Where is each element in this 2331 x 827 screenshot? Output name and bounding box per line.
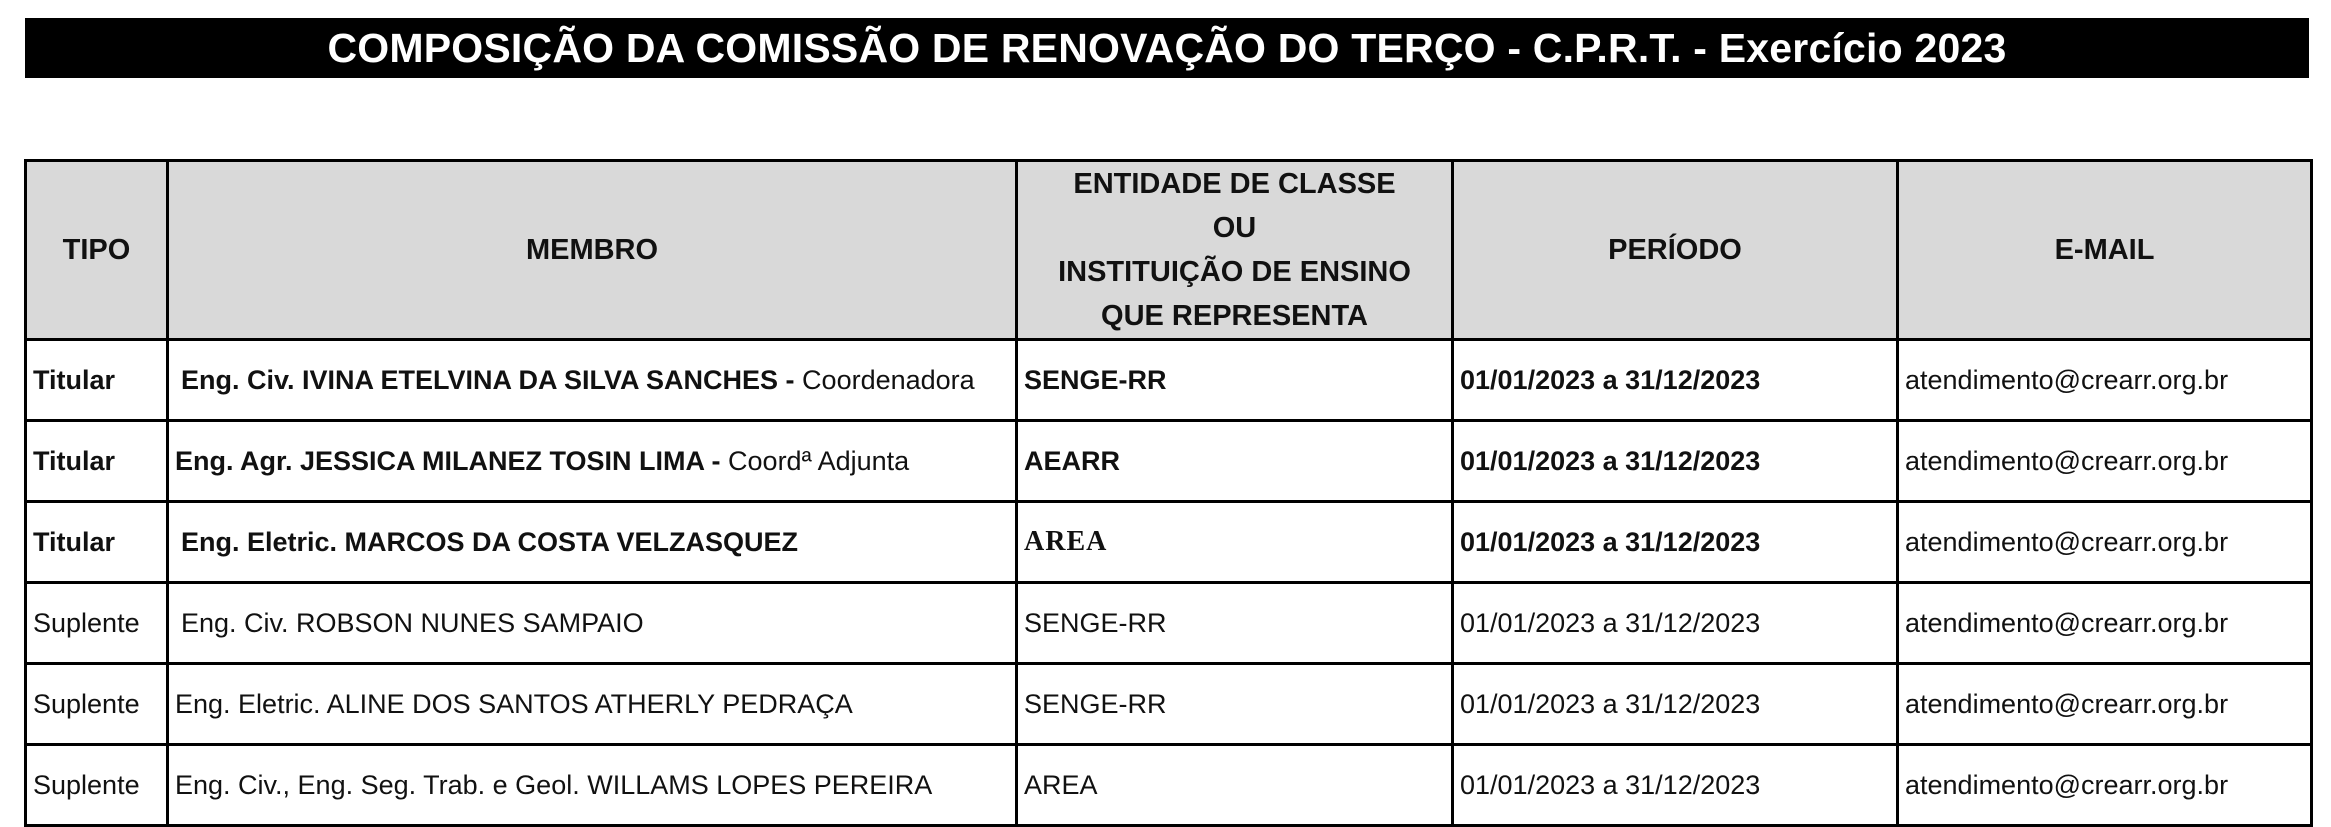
header-periodo: PERÍODO: [1453, 161, 1898, 340]
member-role: Coordª Adjunta: [720, 445, 910, 476]
cell-tipo: Suplente: [26, 664, 168, 745]
member-name: Eng. Agr. JESSICA MILANEZ TOSIN LIMA -: [175, 445, 721, 476]
table-row: [26, 745, 2312, 826]
cell-email: atendimento@crearr.org.br: [1898, 340, 2312, 421]
cell-entidade: SENGE-RR: [1017, 583, 1453, 664]
cell-email: atendimento@crearr.org.br: [1898, 583, 2312, 664]
cell-periodo: 01/01/2023 a 31/12/2023: [1453, 583, 1898, 664]
member-name: Eng. Eletric. MARCOS DA COSTA VELZASQUEZ: [181, 526, 799, 557]
cell-tipo: Titular: [26, 502, 168, 583]
cell-membro: [168, 502, 1017, 583]
header-entidade: [1017, 161, 1453, 340]
member-role: Coordenadora: [794, 364, 975, 395]
cell-membro: Eng. Civ., Eng. Seg. Trab. e Geol. WILLAMS LOPES PEREIRA: [168, 745, 1017, 826]
header-row: [26, 161, 2312, 340]
header-entidade-line: OU: [1212, 212, 1257, 244]
cell-email: atendimento@crearr.org.br: [1898, 745, 2312, 826]
header-tipo: TIPO: [26, 161, 168, 340]
cell-periodo: 01/01/2023 a 31/12/2023: [1453, 421, 1898, 502]
header-email: E-MAIL: [1898, 161, 2312, 340]
table-row: [26, 502, 2312, 583]
cell-membro: Eng. Eletric. ALINE DOS SANTOS ATHERLY PEDRAÇA: [168, 664, 1017, 745]
header-entidade-line: INSTITUIÇÃO DE ENSINO: [1058, 256, 1411, 288]
cell-periodo: 01/01/2023 a 31/12/2023: [1453, 340, 1898, 421]
cell-entidade: SENGE-RR: [1017, 664, 1453, 745]
document-title: COMPOSIÇÃO DA COMISSÃO DE RENOVAÇÃO DO TERÇO - C.P.R.T. - Exercício 2023: [25, 18, 2309, 78]
cell-tipo: Titular: [26, 340, 168, 421]
cell-email: atendimento@crearr.org.br: [1898, 502, 2312, 583]
cell-email: atendimento@crearr.org.br: [1898, 421, 2312, 502]
table-row: [26, 340, 2312, 421]
cell-membro: Eng. Civ. ROBSON NUNES SAMPAIO: [168, 583, 1017, 664]
cell-periodo: 01/01/2023 a 31/12/2023: [1453, 502, 1898, 583]
table-row: [26, 664, 2312, 745]
cell-tipo: Titular: [26, 421, 168, 502]
entity-name: AREA: [1024, 526, 1108, 557]
member-name: Eng. Civ. IVINA ETELVINA DA SILVA SANCHES -: [181, 364, 795, 395]
cell-email: atendimento@crearr.org.br: [1898, 664, 2312, 745]
cell-tipo: Suplente: [26, 745, 168, 826]
cell-membro: [168, 340, 1017, 421]
cell-entidade: SENGE-RR: [1017, 340, 1453, 421]
header-entidade-line: QUE REPRESENTA: [1101, 300, 1368, 332]
table-row: [26, 583, 2312, 664]
cell-entidade: AEARR: [1017, 421, 1453, 502]
cell-entidade: AREA: [1017, 745, 1453, 826]
cell-membro: [168, 421, 1017, 502]
header-membro: MEMBRO: [168, 161, 1017, 340]
cell-periodo: 01/01/2023 a 31/12/2023: [1453, 664, 1898, 745]
commission-table: [24, 159, 2313, 827]
cell-periodo: 01/01/2023 a 31/12/2023: [1453, 745, 1898, 826]
cell-entidade: [1017, 502, 1453, 583]
cell-tipo: Suplente: [26, 583, 168, 664]
table-row: [26, 421, 2312, 502]
header-entidade-line: ENTIDADE DE CLASSE: [1073, 168, 1396, 200]
